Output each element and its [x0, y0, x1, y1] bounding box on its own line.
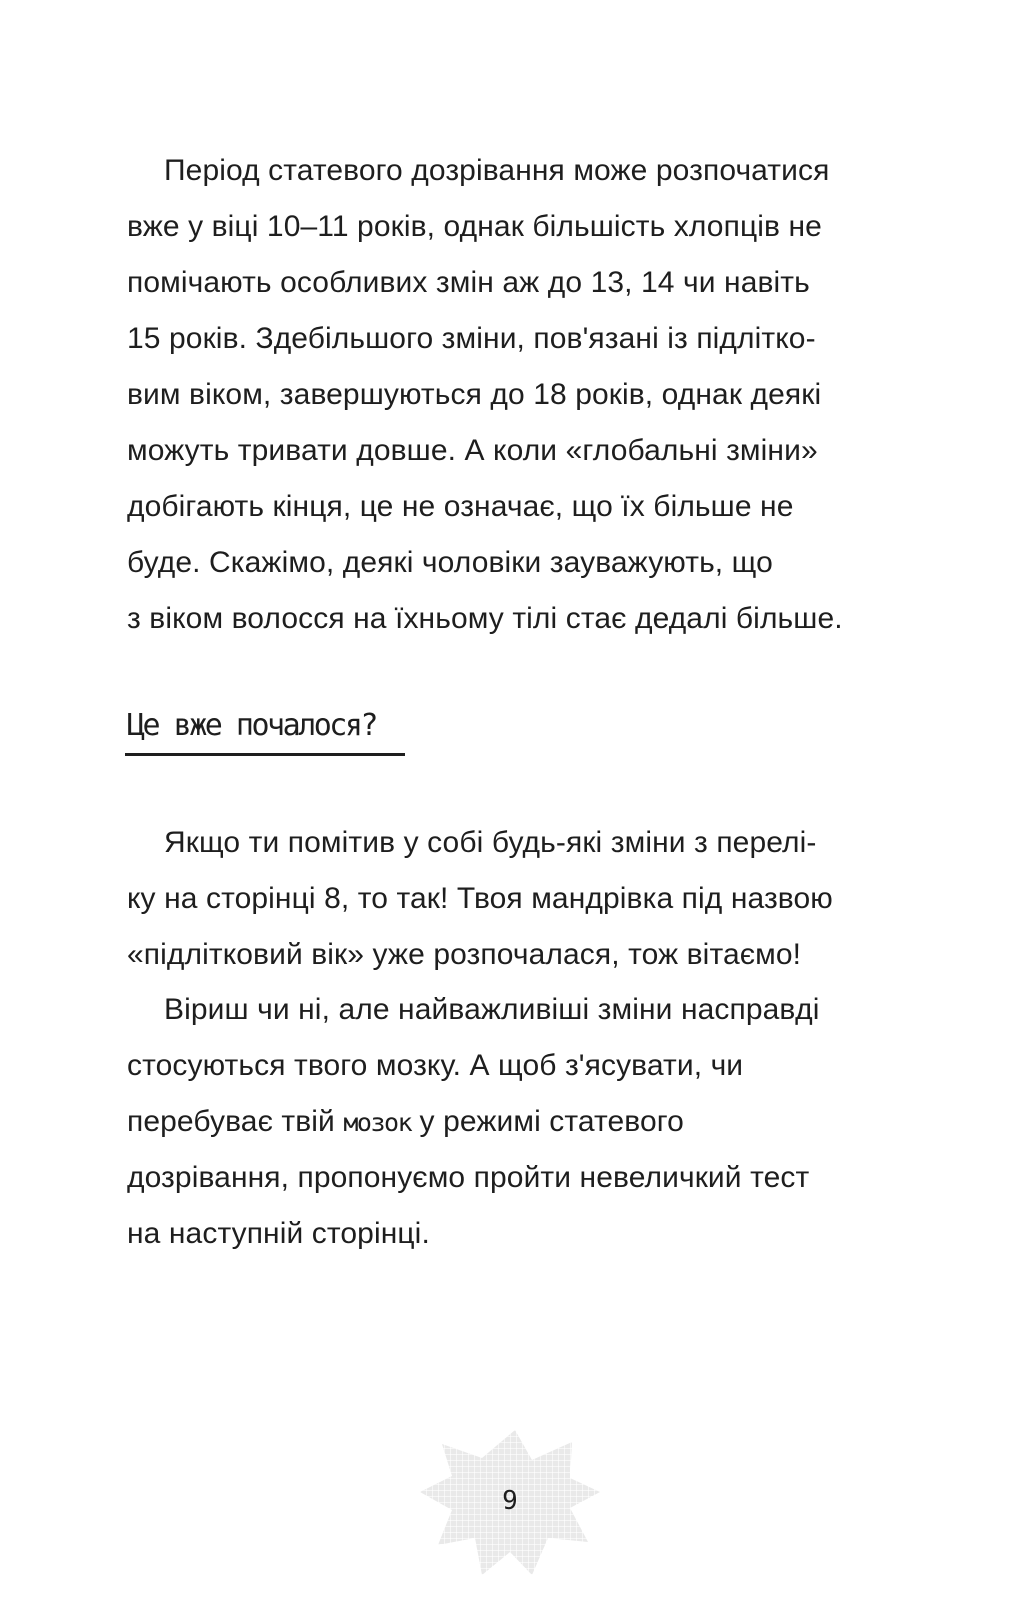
- paragraph-line: дозрівання, пропонуємо пройти невеличкий тест: [127, 1161, 810, 1194]
- paragraph-line: можуть тривати довше. А коли «глобальні зміни»: [127, 434, 818, 467]
- paragraph-line: Якщо ти помітив у собі будь-які зміни з перелі-: [164, 826, 817, 859]
- section-heading-text: Це вже почалося?: [127, 708, 376, 743]
- paragraph-line: з віком волосся на їхньому тілі стає дедалі більше.: [127, 602, 843, 635]
- page-number: 9: [502, 1486, 518, 1516]
- paragraph-brain-changes: [127, 982, 887, 1262]
- paragraph-line: 15 років. Здебільшого зміни, пов'язані із підлітко-: [127, 322, 816, 355]
- paragraph-line: вим віком, завершуються до 18 років, однак деякі: [127, 378, 822, 411]
- paragraph-line: Віриш чи ні, але найважливіші зміни насправді: [164, 993, 820, 1026]
- page-number-badge: [420, 1430, 600, 1605]
- paragraph-line: на наступній сторінці.: [127, 1217, 430, 1250]
- text-run: перебуває твій: [127, 1105, 344, 1138]
- paragraph-line: помічають особливих змін аж до 13, 14 чи навіть: [127, 266, 810, 299]
- heading-underline: [125, 753, 405, 756]
- paragraph-line: [127, 1094, 887, 1150]
- paragraph-journey-started: [127, 815, 887, 983]
- paragraph-line: стосуються твого мозку. А щоб з'ясувати, чи: [127, 1049, 744, 1082]
- paragraph-line: ку на сторінці 8, то так! Твоя мандрівка під назвою: [127, 882, 833, 915]
- paragraph-line: Період статевого дозрівання може розпочатися: [164, 154, 830, 187]
- section-heading: [125, 700, 405, 756]
- paragraph-puberty-age: [127, 143, 887, 647]
- paragraph-line: «підлітковий вік» уже розпочалася, тож вітаємо!: [127, 938, 802, 971]
- paragraph-line: буде. Скажімо, деякі чоловіки зауважують, що: [127, 546, 773, 579]
- paragraph-line: вже у віці 10–11 років, однак більшість хлопців не: [127, 210, 822, 243]
- emphasized-word: мозок: [343, 1108, 412, 1137]
- text-run: у режимі статевого: [411, 1105, 684, 1138]
- paragraph-line: добігають кінця, це не означає, що їх більше не: [127, 490, 794, 523]
